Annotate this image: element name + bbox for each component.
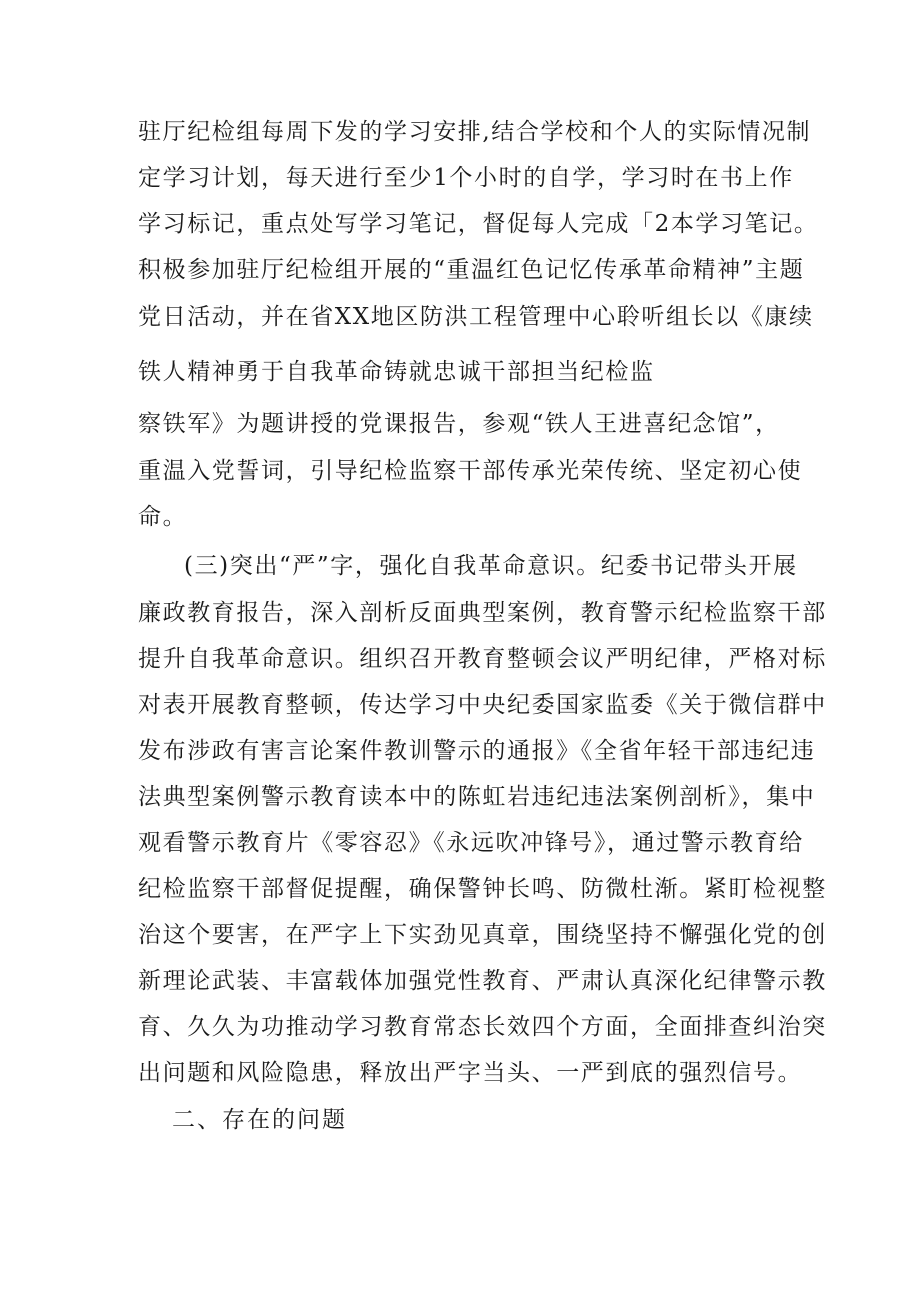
text-line-5: 党日活动，并在省XX地区防洪工程管理中心聆听组长以《康续 (138, 304, 814, 330)
text-line-17: 纪检监察干部督促提醒，确保警钟长鸣、防微杜渐。紧盯检视整 (138, 876, 827, 902)
text-line-7: 察铁军》为题讲授的党课报告，参观“铁人王进喜纪念馆”， (138, 411, 780, 437)
text-line-21: 出问题和风险隐患，释放出严字当头、一严到底的强烈信号。 (138, 1060, 803, 1086)
section-two-heading: 二、存在的问题 (172, 1107, 347, 1133)
text-line-12: 提升自我革命意识。组织召开教育整顿会议严明纪律，严格对标 (138, 646, 827, 672)
text-line-13: 对表开展教育整顿，传达学习中央纪委国家监委《关于微信群中 (138, 692, 827, 718)
text-line-15: 法典型案例警示教育读本中的陈虹岩违纪违法案例剖析》，集中 (138, 784, 816, 810)
text-line-20: 育、久久为功推动学习教育常态长效四个方面，全面排查纠治突 (138, 1014, 827, 1040)
text-line-14: 发布涉政有害言论案件教训警示的通报》《全省年轻干部违纪违 (138, 738, 816, 764)
text-line-4: 积极参加驻厅纪检组开展的“重温红色记忆传承革命精神”主题 (138, 257, 805, 283)
section-three-heading-line: (三)突出“严”字，强化自我革命意识。纪委书记带头开展 (184, 553, 798, 579)
text-line-18: 治这个要害，在严字上下实劲见真章，围绕坚持不懈强化党的创 (138, 922, 827, 948)
text-line-6: 铁人精神勇于自我革命铸就忠诚干部担当纪检监 (138, 359, 655, 385)
text-line-19: 新理论武装、丰富载体加强党性教育、严肃认真深化纪律警示教 (138, 968, 827, 994)
text-line-8: 重温入党誓词，引导纪检监察干部传承光荣传统、坚定初心使 (138, 458, 803, 484)
text-line-11: 廉政教育报告，深入剖析反面典型案例，教育警示纪检监察干部 (138, 600, 827, 626)
text-line-2: 定学习计划，每天进行至少1个小时的自学，学习时在书上作 (138, 165, 794, 191)
text-line-9: 命。 (138, 504, 188, 530)
text-line-3: 学习标记，重点处写学习笔记，督促每人完成「2本学习笔记。 (138, 211, 819, 237)
text-line-1: 驻厅纪检组每周下发的学习安排,结合学校和个人的实际情况制 (138, 119, 812, 145)
text-line-16: 观看警示教育片《零容忍》《永远吹冲锋号》，通过警示教育给 (138, 830, 804, 856)
